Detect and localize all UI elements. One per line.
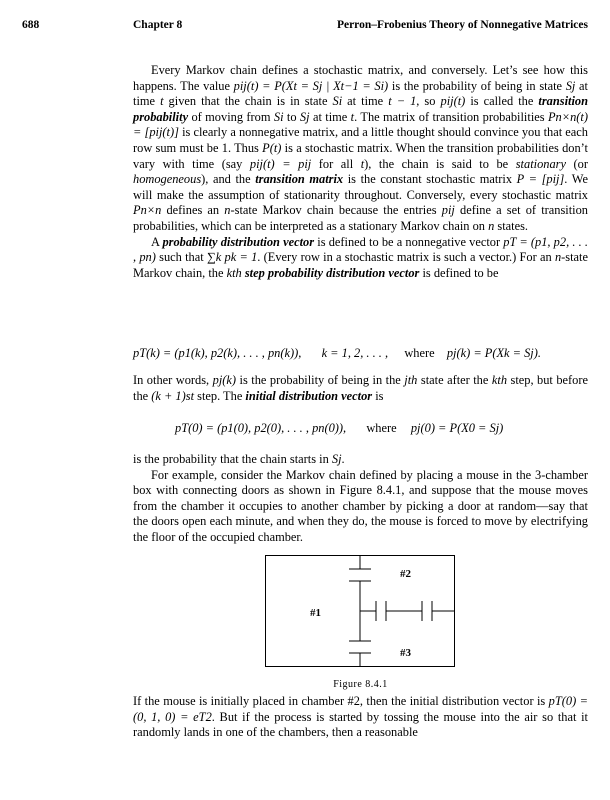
text-run: For example, consider the Markov chain defined by placing a mouse in the 3-chamber box with connecting doors as shown in Figure 8.4.1, and suppose that the mouse moves from the chamber it occupies to another chamber by picking a door at random—say that the doors open each minute, and when they do, the mouse is forced to move by electrifying the floor of the occupied chamber.: [133, 467, 588, 544]
text-run: ), the chain is said to be: [364, 156, 516, 171]
equation-rhs: pj(k) = P(Xk = Sj).: [446, 346, 541, 360]
equation-lhs: pT(0) = (p1(0), p2(0), . . . , pn(0)),: [175, 421, 347, 435]
math-inline: Pn×n: [133, 203, 162, 218]
equation-range: k = 1, 2, . . . ,: [321, 346, 389, 360]
text-run: to: [283, 109, 300, 124]
chamber-label-2: #2: [400, 568, 411, 580]
equation-lhs: pT(k) = (p1(k), p2(k), . . . , pn(k)),: [133, 346, 302, 360]
math-inline: pij: [441, 203, 455, 218]
term-transition-matrix: transition matrix: [255, 172, 344, 187]
paragraph-initial-placement: [133, 694, 588, 741]
paragraph-example: [133, 452, 588, 546]
text-run: is: [372, 388, 384, 403]
math-inline: pij(t) = P(Xt = Sj | Xt−1 = Si): [233, 78, 389, 93]
text-run: -state Markov chain because the entries: [230, 203, 442, 218]
math-inline: t − 1: [388, 94, 417, 109]
math-inline: n: [224, 203, 231, 218]
text-run: is defined to be a nonnegative vector: [314, 234, 504, 249]
text-run: for all: [311, 156, 361, 171]
paragraph-markov-chain: [133, 63, 588, 281]
math-inline: t: [350, 109, 355, 124]
chamber-label-1: #1: [310, 607, 321, 619]
term-step-probability-distribution-vector: step probability distribution vector: [244, 265, 420, 280]
chapter-label: Chapter 8: [133, 19, 183, 31]
math-inline: kth: [491, 373, 508, 387]
math-inline: ∑k pk = 1: [206, 250, 258, 265]
text-run: A: [151, 234, 163, 249]
math-inline: n: [554, 250, 562, 265]
math-inline: pT = (p1, p2, . . . , pn): [133, 234, 588, 265]
running-header: [0, 19, 610, 39]
text-run: such that: [155, 250, 207, 265]
equation-rhs: pj(0) = P(X0 = Sj): [410, 421, 504, 435]
text-run: defines an: [161, 203, 225, 218]
running-title: Perron–Frobenius Theory of Nonnegative Matrices: [336, 19, 588, 31]
text-run: is the probability of being in the: [236, 373, 405, 387]
math-inline: pij(t): [440, 94, 466, 109]
text-run: at time: [133, 78, 588, 109]
text-run: . (Every row in a stochastic matrix is such a vector.) For an: [257, 250, 555, 265]
math-inline: Pn×n(t) = [pij(t)]: [133, 109, 588, 140]
math-inline: Si: [273, 109, 284, 124]
text-run: step. The: [194, 388, 246, 403]
term-transition-probability: transition probability: [133, 94, 589, 124]
text-run: ), and the: [201, 172, 256, 187]
text-run: If the mouse is initially placed in chamber #2, then the initial distribution vector is: [133, 694, 549, 708]
text-run: given that the chain is in state: [163, 94, 333, 109]
text-run: -state Markov chain, the: [133, 250, 588, 280]
text-run: (or: [566, 156, 588, 171]
chamber-label-3: #3: [400, 647, 411, 659]
math-inline: jth: [404, 373, 418, 387]
math-inline: t: [160, 94, 164, 109]
text-run: is clearly a nonnegative matrix, and a little thought should convince you that each row sum must be 1. Thus: [133, 125, 588, 155]
term-probability-distribution-vector: probability distribution vector: [162, 234, 315, 249]
math-inline: P = [pij]: [516, 172, 565, 187]
figure-caption: Figure 8.4.1: [333, 679, 388, 690]
math-inline: pj(k): [212, 373, 237, 387]
text-run: . The matrix of transition probabilities: [354, 109, 548, 124]
math-inline: P(t): [262, 140, 282, 155]
math-inline: Si: [332, 94, 343, 109]
math-inline: (k + 1)st: [151, 388, 195, 403]
text-run: . We will make the assumption of stationarity throughout. Conversely, every stochastic matrix: [133, 172, 588, 202]
text-run: is called the: [465, 94, 539, 109]
math-inline: t: [360, 156, 365, 171]
paragraph-in-other-words: [133, 373, 588, 404]
page-number: 688: [22, 19, 40, 31]
math-inline: pij(t) = pij: [249, 156, 312, 171]
text-run: .: [341, 452, 345, 466]
text-run: step, but before the: [133, 373, 588, 403]
term-initial-distribution-vector: initial distribution vector: [245, 388, 373, 403]
math-inline: kth: [226, 265, 242, 280]
term-homogeneous: homogeneous: [133, 172, 202, 187]
text-run: , so: [416, 94, 441, 109]
text-run: of moving from: [188, 109, 274, 124]
term-stationary: stationary: [515, 156, 566, 171]
text-run: states.: [494, 218, 529, 233]
text-run: In other words,: [133, 373, 213, 387]
math-inline: Sj: [565, 78, 576, 93]
text-run: is a stochastic matrix. When the transition probabilities don’t vary with time (say: [133, 140, 588, 171]
math-inline: n: [488, 218, 495, 233]
text-run: is defined to be: [419, 265, 499, 280]
text-run: Every Markov chain defines a stochastic matrix, and conversely. Let’s see how this happens. The value: [133, 63, 588, 93]
equation-kth-step: [133, 345, 588, 361]
text-run: define a set of transition probabilities, which can be interpreted as a stationary Markov chain on: [133, 203, 588, 233]
equation-where: where: [366, 421, 397, 435]
text-run: is the constant stochastic matrix: [343, 172, 517, 187]
text-run: is the probability of being in state: [388, 78, 566, 93]
figure-three-chamber-box: [265, 555, 455, 667]
math-inline: Sj: [299, 109, 310, 124]
math-inline: pT(0) = (0, 1, 0) = eT2: [133, 694, 588, 724]
text-run: at time: [309, 109, 351, 124]
text-run: state after the: [417, 373, 492, 387]
text-run: is the probability that the chain starts in: [133, 452, 332, 466]
text-run: at time: [342, 94, 389, 109]
equation-where: where: [404, 346, 435, 360]
text-run: . But if the process is started by tossing the mouse into the air so that it randomly lands in one of the chambers, then a reasonable: [133, 709, 588, 740]
equation-initial: [175, 420, 503, 436]
math-inline: Sj: [331, 452, 342, 466]
